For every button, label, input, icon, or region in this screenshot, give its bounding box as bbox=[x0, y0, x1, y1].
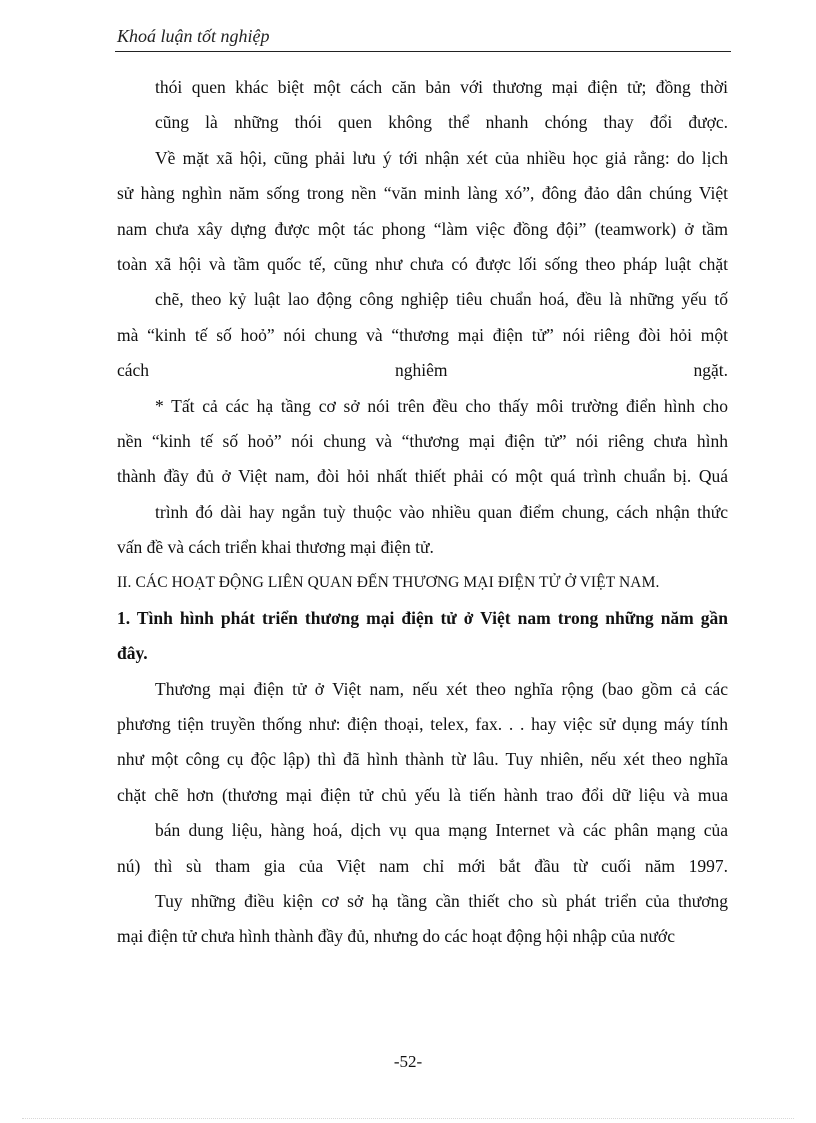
text-line: nền “kinh tế số hoỏ” nói chung và “thương mại điện tử” nói riêng chưa hình bbox=[117, 430, 728, 451]
text-line: sử hàng nghìn năm sống trong nền “văn minh làng xó”, đông đảo dân chúng Việt bbox=[117, 183, 728, 204]
text-line: toàn xã hội và tầm quốc tế, cũng như chưa có được lối sống theo pháp luật chặt bbox=[117, 253, 728, 274]
body-text bbox=[117, 70, 728, 955]
subheading-line-2: đây. bbox=[117, 643, 148, 664]
text-line: bán dung liệu, hàng hoá, dịch vụ qua mạng Internet và các phân mạng của bbox=[155, 820, 728, 841]
page-number: -52- bbox=[393, 1052, 423, 1071]
text-line: vấn đề và cách triển khai thương mại điện tử. bbox=[117, 537, 434, 558]
text-line: thành đầy đủ ở Việt nam, đòi hỏi nhất thiết phải có một quá trình chuẩn bị. Quá bbox=[117, 466, 728, 487]
spread-text-line bbox=[117, 353, 728, 388]
running-header: Khoá luận tốt nghiệp bbox=[117, 26, 270, 46]
text-line: như một công cụ độc lập) thì đã hình thành từ lâu. Tuy nhiên, nếu xét theo nghĩa bbox=[117, 749, 728, 770]
text-line: chặt chẽ hơn (thương mại điện tử chủ yếu là tiến hành trao đổi dữ liệu và mua bbox=[117, 784, 728, 805]
text-line: mại điện tử chưa hình thành đầy đủ, nhưng do các hoạt động hội nhập của nước bbox=[117, 926, 675, 947]
text-line: phương tiện truyền thống như: điện thoại, telex, fax. . . hay việc sử dụng máy tính bbox=[117, 714, 728, 735]
text-line: Về mặt xã hội, cũng phải lưu ý tới nhận xét của nhiều học giả rằng: do lịch bbox=[155, 147, 728, 168]
header-rule bbox=[115, 51, 731, 52]
text-line: cũng là những thói quen không thể nhanh chóng thay đổi được. bbox=[155, 112, 728, 133]
text-line: Thương mại điện tử ở Việt nam, nếu xét theo nghĩa rộng (bao gồm cả các bbox=[155, 678, 728, 699]
text-line: nam chưa xây dựng được một tác phong “làm việc đồng đội” (teamwork) ở tầm bbox=[117, 218, 728, 239]
spread-word: nghiêm bbox=[395, 360, 448, 381]
text-line: thói quen khác biệt một cách căn bản với thương mại điện tử; đồng thời bbox=[155, 77, 728, 97]
text-line: chẽ, theo kỷ luật lao động công nghiệp tiêu chuẩn hoá, đều là những yếu tố bbox=[155, 289, 728, 310]
text-line: nú) thì sù tham gia của Việt nam chỉ mới bắt đầu từ cuối năm 1997. bbox=[117, 855, 728, 876]
text-line: trình đó dài hay ngắn tuỳ thuộc vào nhiều quan điểm chung, cách nhận thức bbox=[155, 501, 728, 522]
text-line: Tuy những điều kiện cơ sở hạ tầng cần thiết cho sù phát triển của thương bbox=[155, 890, 728, 911]
section-heading: II. CÁC HOẠT ĐỘNG LIÊN QUAN ĐẾN THƯƠNG MẠI ĐIỆN TỬ Ở VIỆT NAM. bbox=[117, 574, 660, 592]
text-line: * Tất cả các hạ tầng cơ sở nói trên đều cho thấy môi trường điển hình cho bbox=[155, 395, 728, 416]
subheading-line-1: 1. Tình hình phát triển thương mại điện tử ở Việt nam trong những năm gần bbox=[117, 607, 728, 628]
bottom-dotted-border bbox=[22, 1118, 794, 1119]
text-line: mà “kinh tế số hoỏ” nói chung và “thương mại điện tử” nói riêng đòi hỏi một bbox=[117, 324, 728, 345]
spread-word: cách bbox=[117, 360, 150, 381]
spread-word: ngặt. bbox=[693, 360, 728, 381]
